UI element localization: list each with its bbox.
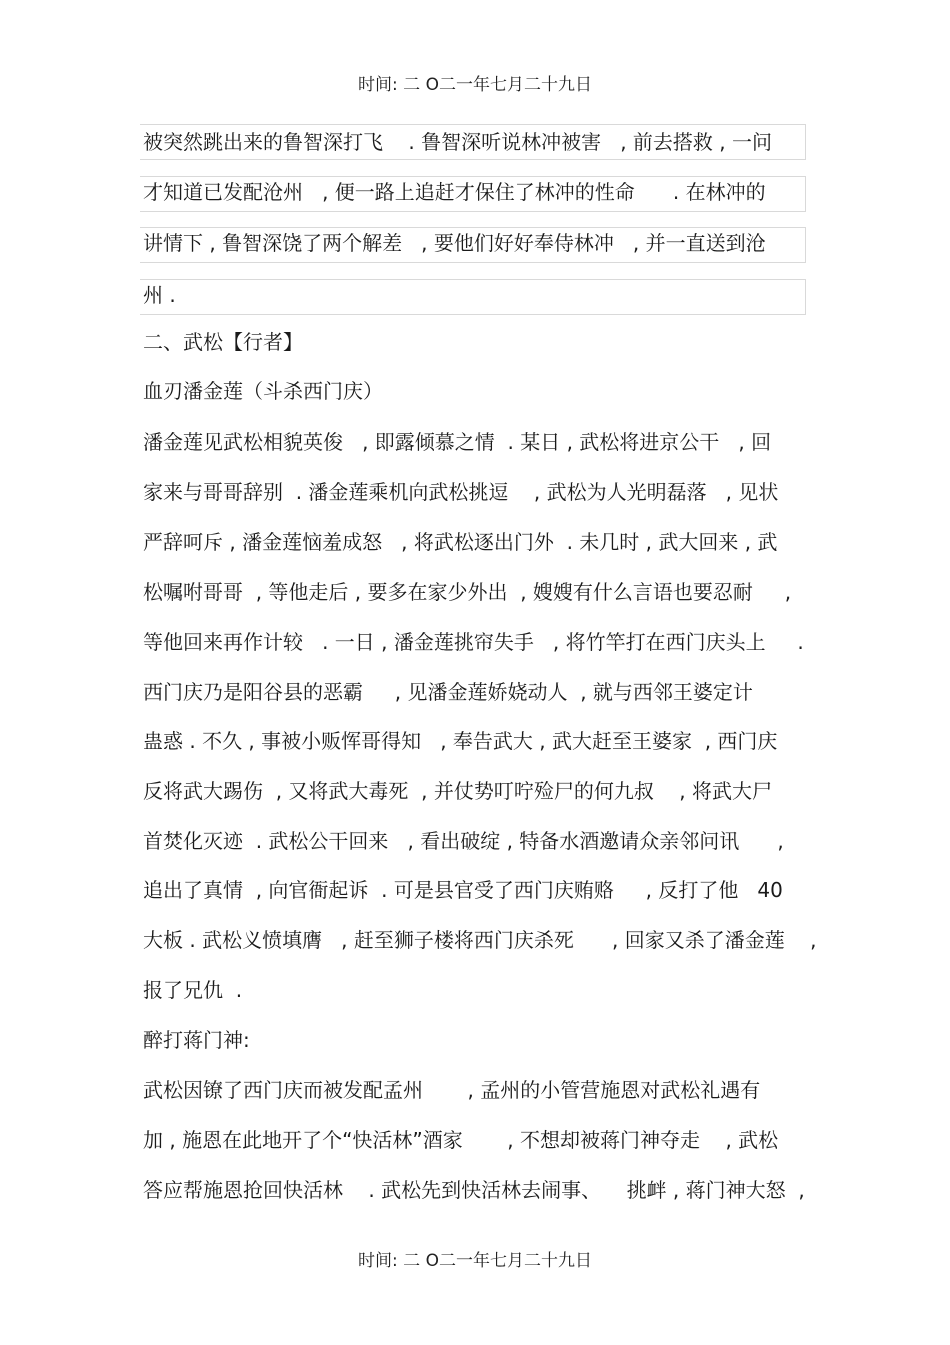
body-text-line: 加 , 施恩在此地开了个“快活林”酒家 , 不想却被蒋门神夺走 , 武松 bbox=[143, 1128, 779, 1152]
body-text-line: 松嘱咐哥哥 , 等他走后 , 要多在家少外出 , 嫂嫂有什么言语也要忍耐 , bbox=[143, 580, 792, 604]
body-text-line: 报了兄仇 . bbox=[143, 978, 243, 1002]
subheading: 醉打蒋门神: bbox=[143, 1028, 250, 1052]
page-footer-date: 时间: 二 O二一年七月二十九日 bbox=[358, 1251, 592, 1271]
body-text-line: 被突然跳出来的鲁智深打飞 . 鲁智深听说林冲被害 , 前去搭救 , 一问 bbox=[143, 130, 773, 154]
section-heading: 二、武松【行者】 bbox=[143, 330, 303, 354]
body-text-line: 首焚化灭迹 . 武松公干回来 , 看出破绽 , 特备水酒邀请众亲邻问讯 , bbox=[143, 829, 784, 853]
body-text-line: 讲情下 , 鲁智深饶了两个解差 , 要他们好好奉侍林冲 , 并一直送到沧 bbox=[143, 231, 766, 255]
body-text-line: 追出了真情 , 向官衙起诉 . 可是县官受了西门庆贿赂 , 反打了他 40 bbox=[143, 878, 783, 902]
body-text-line: 潘金莲见武松相貌英俊 , 即露倾慕之情 . 某日 , 武松将进京公干 , 回 bbox=[143, 430, 772, 454]
text-box-row bbox=[140, 279, 806, 315]
body-text-line: 严辞呵斥 , 潘金莲恼羞成怒 , 将武松逐出门外 . 未几时 , 武大回来 , 武 bbox=[143, 530, 778, 554]
subheading: 血刃潘金莲（斗杀西门庆） bbox=[143, 379, 383, 403]
body-text-line: 武松因镣了西门庆而被发配孟州 , 孟州的小管营施恩对武松礼遇有 bbox=[143, 1078, 761, 1102]
body-text-line: 家来与哥哥辞别 . 潘金莲乘机向武松挑逗 , 武松为人光明磊落 , 见状 bbox=[143, 480, 779, 504]
body-text-line: 反将武大踢伤 , 又将武大毒死 , 并仗势叮咛殓尸的何九叔 , 将武大尸 bbox=[143, 779, 773, 803]
body-text-line: 州 . bbox=[143, 283, 176, 307]
body-text-line: 西门庆乃是阳谷县的恶霸 , 见潘金莲娇娆动人 , 就与西邻王婆定计 bbox=[143, 680, 753, 704]
body-text-line: 才知道已发配沧州 , 便一路上追赶才保住了林冲的性命 . 在林冲的 bbox=[143, 180, 766, 204]
body-text-line: 蛊惑 . 不久 , 事被小贩恽哥得知 , 奉告武大 , 武大赶至王婆家 , 西门庆 bbox=[143, 729, 778, 753]
body-text-line: 答应帮施恩抢回快活林 . 武松先到快活林去闹事、 挑衅 , 蒋门神大怒 , bbox=[143, 1178, 805, 1202]
page-header-date: 时间: 二 O二一年七月二十九日 bbox=[358, 75, 592, 95]
body-text-line: 大板 . 武松义愤填膺 , 赶至狮子楼将西门庆杀死 , 回家又杀了潘金莲 , bbox=[143, 928, 817, 952]
body-text-line: 等他回来再作计较 . 一日 , 潘金莲挑帘失手 , 将竹竿打在西门庆头上 . bbox=[143, 630, 804, 654]
